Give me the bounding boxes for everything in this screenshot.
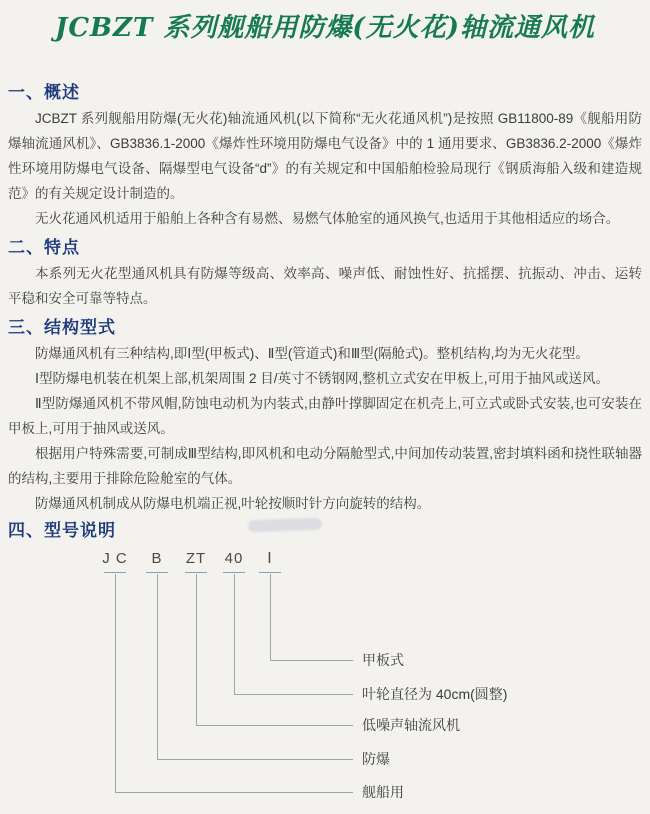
model-meaning-marine-use: 舰船用: [362, 784, 404, 800]
leader-line-jc: [115, 574, 116, 792]
model-code-zt: ZT: [185, 550, 207, 567]
leader-line-i: [270, 574, 271, 660]
overview-paragraph-2: 无火花通风机适用于船舶上各种含有易燃、易燃气体舱室的通风换气,也适用于其他相适应的场合。: [35, 211, 620, 226]
model-code-jc: J C: [102, 550, 128, 567]
model-designation-diagram: [8, 550, 642, 808]
model-code-i: Ⅰ: [267, 550, 273, 567]
section-heading-model: 四、型号说明: [8, 521, 116, 540]
leader-hline-i: [270, 660, 353, 661]
model-meaning-low-noise-axial: 低噪声轴流风机: [362, 717, 460, 733]
leader-line-40: [234, 574, 235, 694]
code-underline-jc: [104, 572, 126, 573]
model-meaning-impeller-diameter: 叶轮直径为 40cm(圆整): [362, 686, 508, 702]
model-code-b: B: [151, 550, 163, 567]
model-code-40: 40: [224, 550, 244, 567]
structure-paragraph-4: 根据用户特殊需要,可制成Ⅲ型结构,即风机和电动分隔舱型式,中间加传动装置,密封填料函和挠性联轴器的结构,主要用于排除危险舱室的气体。: [8, 446, 642, 486]
structure-paragraph-1: 防爆通风机有三种结构,即Ⅰ型(甲板式)、Ⅱ型(管道式)和Ⅲ型(隔舱式)。整机结构,均为无火花型。: [35, 346, 589, 361]
model-meaning-explosion-proof: 防爆: [362, 751, 390, 767]
section-heading-features: 二、特点: [8, 238, 80, 257]
page-title: JCBZT 系列舰船用防爆(无火花)轴流通风机: [55, 13, 595, 43]
section-heading-structure: 三、结构型式: [8, 318, 116, 337]
scan-smudge-mark: [248, 518, 322, 533]
code-underline-b: [146, 572, 168, 573]
leader-hline-zt: [196, 725, 353, 726]
structure-paragraph-2: Ⅰ型防爆电机装在机架上部,机架周围 2 目/英寸不锈钢网,整机立式安在甲板上,可用于抽风或送风。: [35, 371, 609, 386]
structure-paragraph-5: 防爆通风机制成从防爆电机端正视,叶轮按顺时针方向旋转的结构。: [35, 496, 431, 511]
structure-paragraph-3: Ⅱ型防爆通风机不带风帽,防蚀电动机为内装式,由静叶撑脚固定在机壳上,可立式或卧式安装,也可安装在甲板上,可用于抽风或送风。: [8, 396, 642, 436]
overview-paragraph-1: JCBZT 系列舰船用防爆(无火花)轴流通风机(以下简称“无火花通风机”)是按照 GB11800-89《舰船用防爆轴流通风机》、GB3836.1-2000《爆炸性环境用防爆电气设备》中的 1 通用要求、GB3836.2-2000《爆炸性环境用防爆电气设备、隔爆型电气设备“d”》的有关规定和中国船舶检验局现行《钢质海船入级和建造规范》的有关规定设计制造的。: [8, 111, 642, 201]
leader-hline-b: [157, 759, 353, 760]
model-meaning-deck-type: 甲板式: [362, 652, 404, 668]
leader-hline-40: [234, 694, 353, 695]
code-underline-i: [259, 572, 281, 573]
leader-line-b: [157, 574, 158, 759]
code-underline-zt: [185, 572, 207, 573]
code-underline-40: [223, 572, 245, 573]
section-heading-overview: 一、概述: [8, 83, 80, 102]
leader-line-zt: [196, 574, 197, 725]
features-paragraph-1: 本系列无火花型通风机具有防爆等级高、效率高、噪声低、耐蚀性好、抗摇摆、抗振动、冲击、运转平稳和安全可靠等特点。: [8, 266, 642, 306]
leader-hline-jc: [115, 792, 353, 793]
